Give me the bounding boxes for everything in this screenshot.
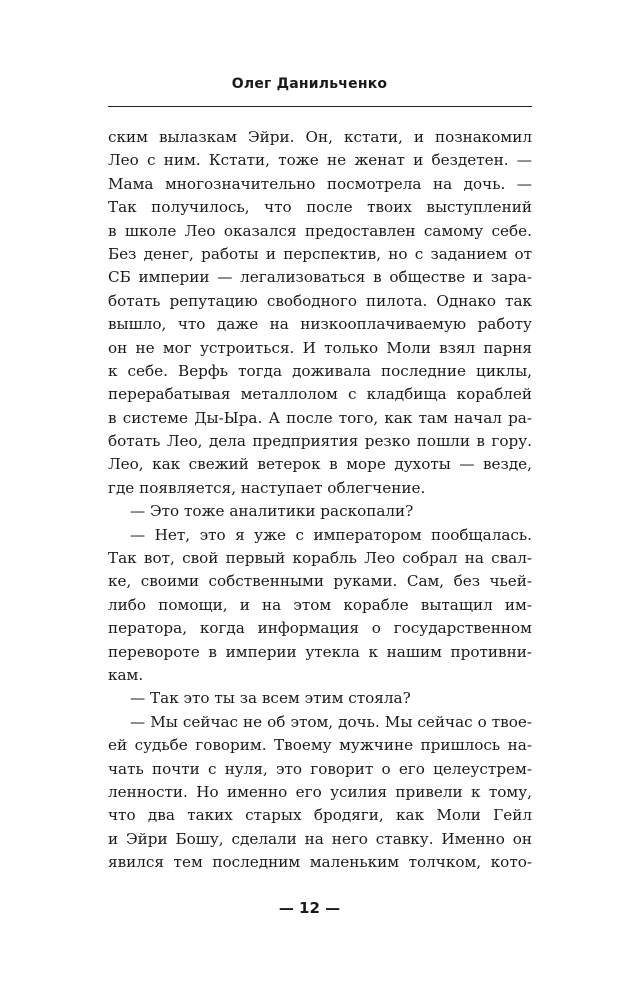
text-line: ским вылазкам Эйри. Он, кстати, и познакомил <box>108 128 532 146</box>
text-line: ператора, когда информация о государственном <box>108 619 532 638</box>
text-line: что два таких старых бродяги, как Моли Гейл <box>108 806 532 825</box>
text-line: перерабатывая металлолом с кладбища кораблей <box>108 385 532 404</box>
dialogue-line: — Мы сейчас не об этом, дочь. Мы сейчас о твое- <box>130 712 532 731</box>
page-number: — 12 — <box>278 899 341 917</box>
text-line: и Эйри Бошу, сделали на него ставку. Именно он <box>108 829 532 848</box>
text-line: Так вот, свой первый корабль Лео собрал на свал- <box>108 549 532 568</box>
text-line: перевороте в империи утекла к нашим противни- <box>108 642 532 661</box>
body-text <box>108 126 532 875</box>
header-rule <box>108 106 532 107</box>
text-line: либо помощи, и на этом корабле вытащил им- <box>108 595 532 614</box>
dialogue-line: — Это тоже аналитики раскопали? <box>130 502 414 521</box>
text-line: Лео, как свежий ветерок в море духоты — везде, <box>108 455 532 474</box>
text-line: к себе. Верфь тогда доживала последние циклы, <box>108 361 532 380</box>
text-line: ботать репутацию свободного пилота. Однако так <box>108 291 532 310</box>
text-line: явился тем последним маленьким толчком, кото- <box>108 853 532 872</box>
text-line: ботать Лео, дела предприятия резко пошли в гору. <box>108 432 532 451</box>
text-line: Без денег, работы и перспектив, но с заданием от <box>108 244 532 263</box>
text-line: Так получилось, что после твоих выступлений <box>108 198 532 217</box>
text-line: Лео с ним. Кстати, тоже не женат и бездетен. — <box>108 151 532 170</box>
text-line: ленности. Но именно его усилия привели к тому, <box>108 782 532 801</box>
text-line: кам. <box>108 665 144 684</box>
dialogue-line: — Нет, это я уже с императором пообщалась. <box>130 525 532 544</box>
text-line: вышло, что даже на низкооплачиваемую работу <box>108 315 532 334</box>
text-line: Мама многозначительно посмотрела на дочь. — <box>108 174 532 193</box>
text-line: СБ империи — легализоваться в обществе и зара- <box>108 268 532 287</box>
text-line: в школе Лео оказался предоставлен самому себе. <box>108 221 532 240</box>
text-line: ей судьбе говорим. Твоему мужчине пришлось на- <box>108 736 532 755</box>
running-head: Олег Данильченко <box>231 76 388 92</box>
text-line: в системе Ды-Ыра. А после того, как там начал ра- <box>108 408 532 427</box>
dialogue-line: — Так это ты за всем этим стояла? <box>130 689 411 708</box>
text-line: чать почти с нуля, это говорит о его целеустрем- <box>108 759 532 778</box>
text-line: ке, своими собственными руками. Сам, без чьей- <box>108 572 532 591</box>
text-line: где появляется, наступает облегчение. <box>108 478 426 497</box>
text-line: он не мог устроиться. И только Моли взял парня <box>108 338 532 357</box>
